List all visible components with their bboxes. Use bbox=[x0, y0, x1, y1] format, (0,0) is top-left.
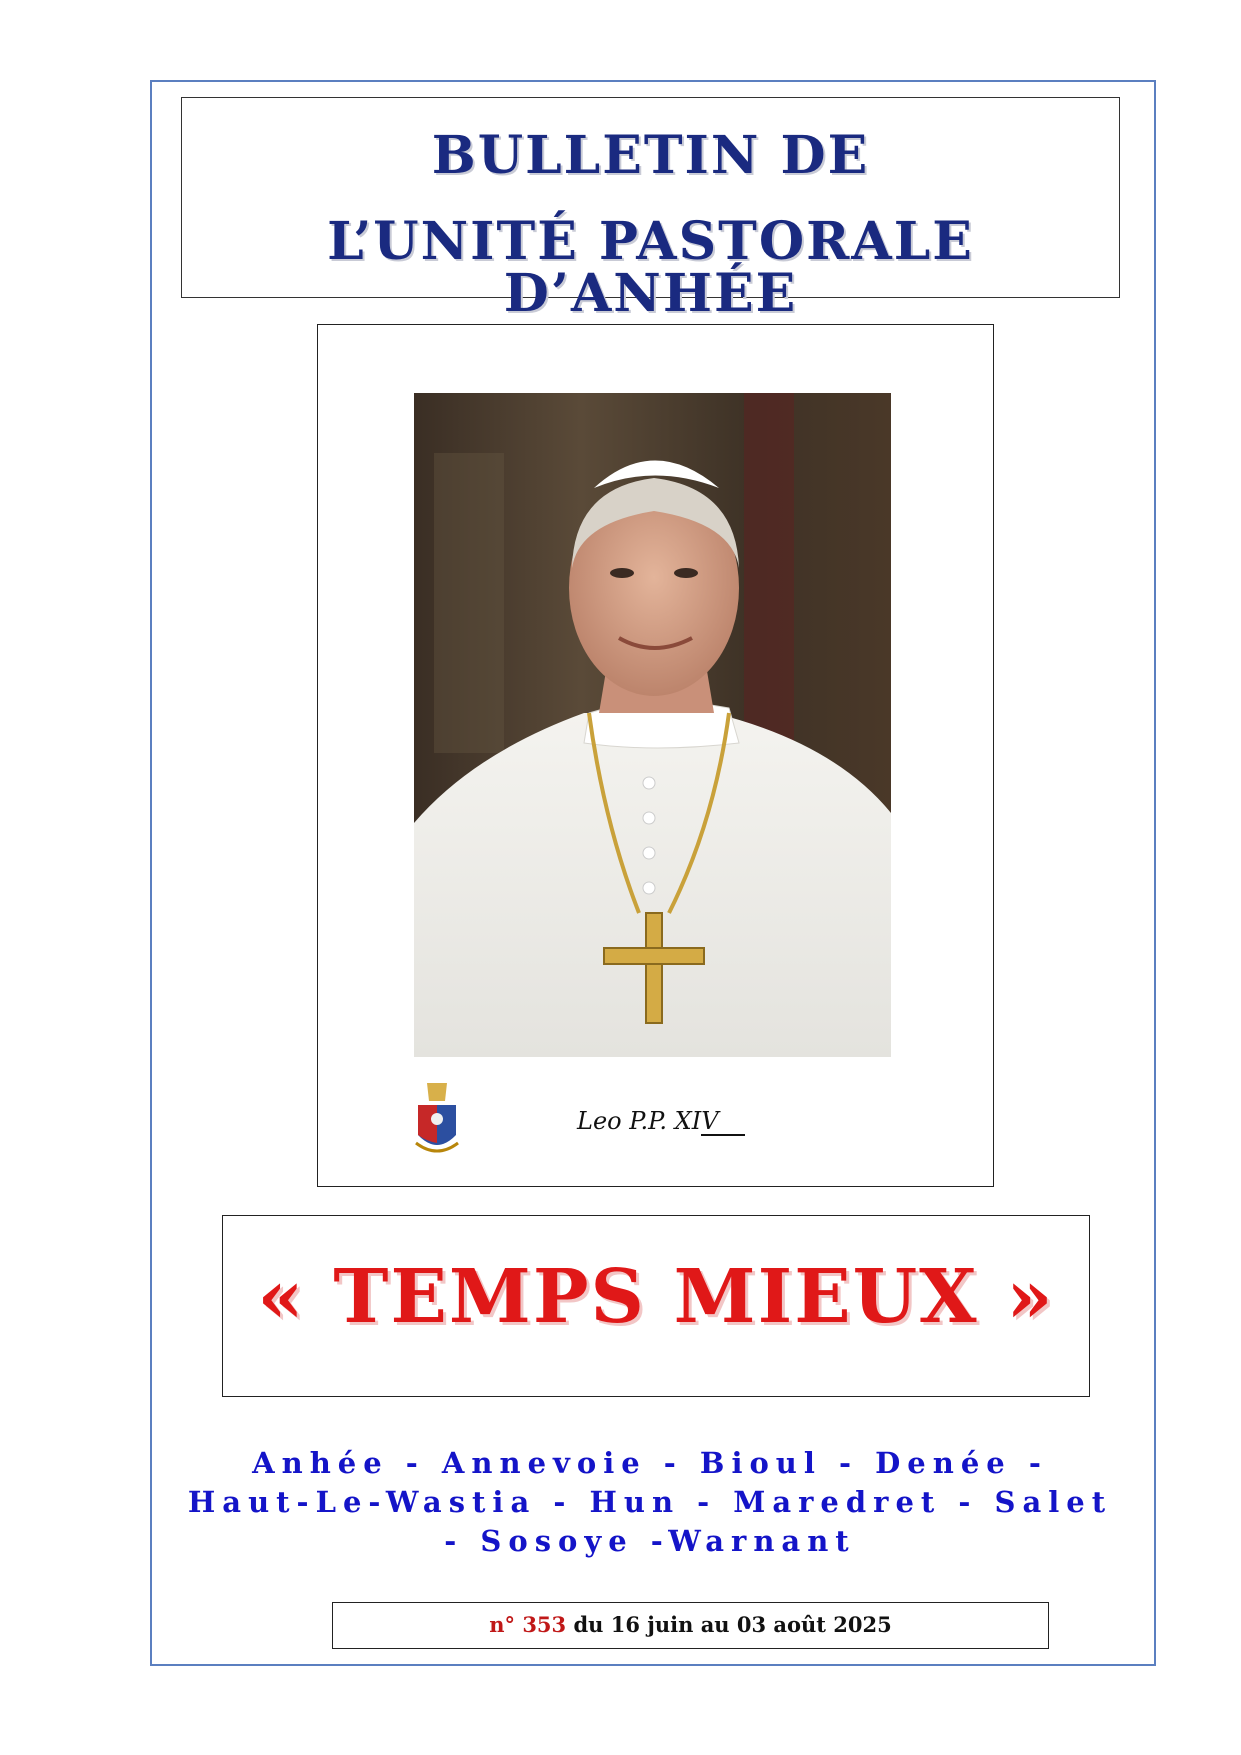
village-list bbox=[180, 1444, 1120, 1561]
pope-portrait-photo bbox=[414, 393, 891, 1057]
tagline: « TEMPS MIEUX » bbox=[257, 1254, 1055, 1340]
bulletin-title-line-2: L’UNITÉ PASTORALE D’ANHÉE bbox=[327, 211, 974, 324]
tagline-box bbox=[222, 1215, 1090, 1397]
photo-frame bbox=[317, 324, 994, 1187]
papal-signature bbox=[573, 1095, 753, 1145]
issue-number: n° 353 bbox=[489, 1612, 567, 1637]
papal-coat-of-arms-icon bbox=[412, 1079, 462, 1161]
signature-text: Leo P.P. XIV bbox=[577, 1107, 719, 1135]
issue-dates: du 16 juin au 03 août 2025 bbox=[566, 1612, 892, 1637]
village-list-line-1: Anhée - Annevoie - Bioul - Denée - bbox=[252, 1446, 1048, 1480]
bulletin-title-box bbox=[181, 97, 1120, 324]
village-list-line-3: - Sosoye -Warnant bbox=[444, 1524, 856, 1558]
bulletin-title-line-1: BULLETIN DE bbox=[431, 125, 870, 186]
issue-info-box bbox=[332, 1602, 1049, 1649]
village-list-line-2: Haut-Le-Wastia - Hun - Maredret - Salet bbox=[187, 1485, 1113, 1519]
